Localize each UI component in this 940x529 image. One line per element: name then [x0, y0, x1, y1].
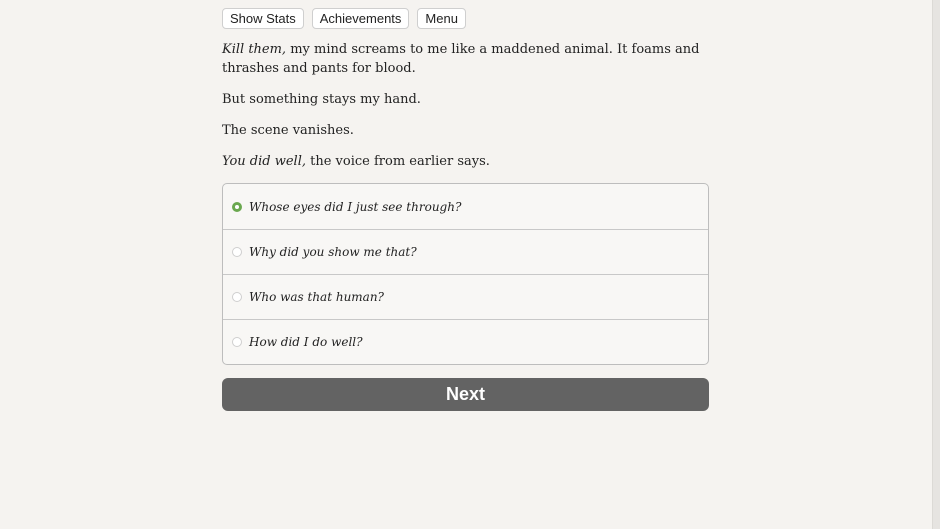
story-paragraph-3: The scene vanishes. [222, 123, 354, 138]
story-text-1: my mind screams to me like a maddened animal. It foams and thrashes and pants for blood. [222, 42, 700, 76]
radio-button-icon[interactable] [232, 337, 242, 347]
choice-option-2[interactable] [223, 229, 708, 274]
choice-label: How did I do well? [249, 335, 363, 349]
radio-button-icon[interactable] [232, 292, 242, 302]
radio-button-icon[interactable] [232, 202, 242, 212]
menu-button[interactable]: Menu [417, 8, 466, 29]
choice-label: Who was that human? [249, 290, 384, 304]
choice-option-3[interactable] [223, 274, 708, 319]
choice-label: Whose eyes did I just see through? [249, 199, 462, 214]
radio-button-icon[interactable] [232, 247, 242, 257]
scrollbar-track[interactable] [932, 0, 940, 529]
choice-list [222, 183, 709, 365]
next-button[interactable]: Next [222, 378, 709, 411]
story-emphasis-4: You did well, [222, 154, 306, 169]
story-emphasis-1: Kill them, [222, 42, 287, 57]
story-text-4: the voice from earlier says. [306, 154, 490, 169]
choice-label: Why did you show me that? [249, 245, 417, 259]
achievements-button[interactable]: Achievements [312, 8, 410, 29]
show-stats-button[interactable]: Show Stats [222, 8, 304, 29]
story-paragraph-4 [222, 152, 709, 171]
choice-option-1[interactable] [223, 184, 708, 229]
story-paragraph-2: But something stays my hand. [222, 92, 421, 107]
story-text [222, 40, 709, 171]
choice-option-4[interactable] [223, 319, 708, 364]
story-paragraph-1 [222, 40, 709, 78]
top-button-bar [222, 8, 709, 29]
main-content [222, 8, 709, 411]
